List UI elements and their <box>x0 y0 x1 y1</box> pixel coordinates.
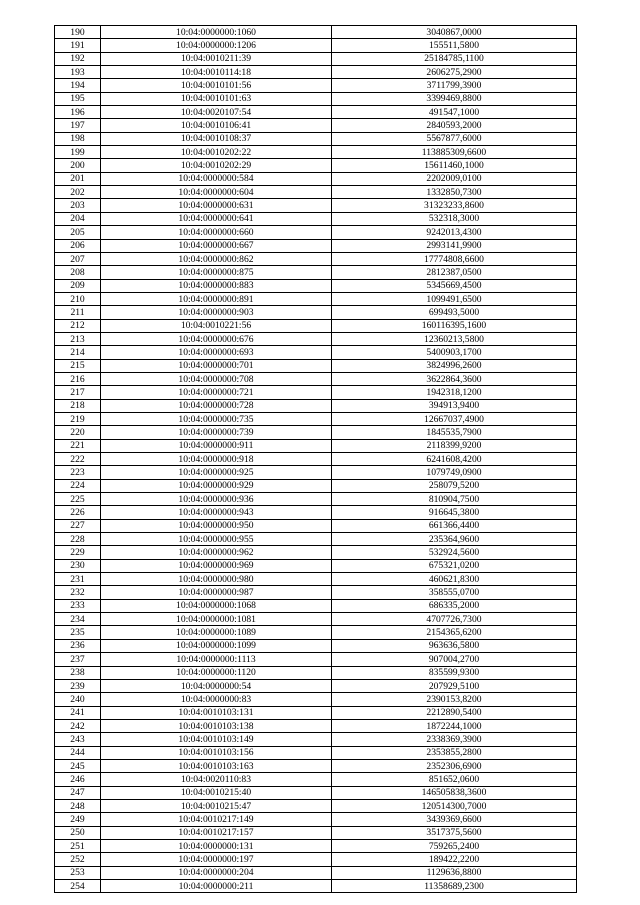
table-row <box>55 186 577 199</box>
cadastral-number-cell: 10:04:0010202:22 <box>101 146 332 159</box>
cadastral-number-cell: 10:04:0000000:903 <box>101 306 332 319</box>
value-cell: 2154365,6200 <box>332 626 577 639</box>
table-row <box>55 372 577 385</box>
value-cell: 2118399,9200 <box>332 439 577 452</box>
table-row <box>55 786 577 799</box>
cadastral-number-cell: 10:04:0000000:739 <box>101 426 332 439</box>
row-number-cell: 207 <box>55 252 101 265</box>
table-row <box>55 746 577 759</box>
value-cell: 1942318,1200 <box>332 386 577 399</box>
table-row <box>55 506 577 519</box>
value-cell: 810904,7500 <box>332 493 577 506</box>
row-number-cell: 200 <box>55 159 101 172</box>
value-cell: 2352306,6900 <box>332 759 577 772</box>
table-row <box>55 292 577 305</box>
value-cell: 686335,2000 <box>332 599 577 612</box>
table-row <box>55 239 577 252</box>
row-number-cell: 249 <box>55 813 101 826</box>
row-number-cell: 223 <box>55 466 101 479</box>
cadastral-number-cell: 10:04:0000000:1099 <box>101 639 332 652</box>
row-number-cell: 213 <box>55 332 101 345</box>
row-number-cell: 248 <box>55 799 101 812</box>
table-row <box>55 733 577 746</box>
value-cell: 15611460,1000 <box>332 159 577 172</box>
table-row <box>55 52 577 65</box>
table-row <box>55 719 577 732</box>
row-number-cell: 231 <box>55 573 101 586</box>
row-number-cell: 190 <box>55 26 101 39</box>
row-number-cell: 218 <box>55 399 101 412</box>
cadastral-number-cell: 10:04:0010215:47 <box>101 799 332 812</box>
table-row <box>55 266 577 279</box>
value-cell: 1099491,6500 <box>332 292 577 305</box>
value-cell: 907004,2700 <box>332 653 577 666</box>
value-cell: 11358689,2300 <box>332 880 577 893</box>
table-row <box>55 839 577 852</box>
row-number-cell: 195 <box>55 92 101 105</box>
table-row <box>55 706 577 719</box>
table-row <box>55 146 577 159</box>
cadastral-number-cell: 10:04:0010217:157 <box>101 826 332 839</box>
row-number-cell: 252 <box>55 853 101 866</box>
table-row <box>55 759 577 772</box>
row-number-cell: 220 <box>55 426 101 439</box>
table-row <box>55 693 577 706</box>
row-number-cell: 225 <box>55 493 101 506</box>
row-number-cell: 193 <box>55 66 101 79</box>
row-number-cell: 228 <box>55 533 101 546</box>
row-number-cell: 192 <box>55 52 101 65</box>
row-number-cell: 244 <box>55 746 101 759</box>
cadastral-number-cell: 10:04:0010103:156 <box>101 746 332 759</box>
row-number-cell: 191 <box>55 39 101 52</box>
row-number-cell: 214 <box>55 346 101 359</box>
table-row <box>55 533 577 546</box>
value-cell: 532924,5600 <box>332 546 577 559</box>
cadastral-number-cell: 10:04:0000000:862 <box>101 252 332 265</box>
table-row <box>55 426 577 439</box>
value-cell: 3711799,3900 <box>332 79 577 92</box>
value-cell: 207929,5100 <box>332 679 577 692</box>
value-cell: 235364,9600 <box>332 533 577 546</box>
table-row <box>55 226 577 239</box>
table-row <box>55 79 577 92</box>
row-number-cell: 222 <box>55 453 101 466</box>
value-cell: 1079749,0900 <box>332 466 577 479</box>
value-cell: 6241608,4200 <box>332 453 577 466</box>
table-row <box>55 613 577 626</box>
row-number-cell: 243 <box>55 733 101 746</box>
value-cell: 146505838,3600 <box>332 786 577 799</box>
cadastral-number-cell: 10:04:0000000:925 <box>101 466 332 479</box>
cadastral-number-cell: 10:04:0000000:131 <box>101 839 332 852</box>
row-number-cell: 227 <box>55 519 101 532</box>
cadastral-number-cell: 10:04:0000000:936 <box>101 493 332 506</box>
cadastral-number-cell: 10:04:0000000:54 <box>101 679 332 692</box>
row-number-cell: 251 <box>55 839 101 852</box>
value-cell: 5345669,4500 <box>332 279 577 292</box>
cadastral-number-cell: 10:04:0000000:950 <box>101 519 332 532</box>
row-number-cell: 236 <box>55 639 101 652</box>
table-row <box>55 66 577 79</box>
row-number-cell: 233 <box>55 599 101 612</box>
cadastral-number-cell: 10:04:0000000:728 <box>101 399 332 412</box>
value-cell: 1332850,7300 <box>332 186 577 199</box>
table-row <box>55 466 577 479</box>
row-number-cell: 210 <box>55 292 101 305</box>
table-row <box>55 212 577 225</box>
cadastral-number-cell: 10:04:0000000:721 <box>101 386 332 399</box>
row-number-cell: 212 <box>55 319 101 332</box>
row-number-cell: 217 <box>55 386 101 399</box>
cadastral-number-cell: 10:04:0000000:604 <box>101 186 332 199</box>
cadastral-number-cell: 10:04:0010103:149 <box>101 733 332 746</box>
row-number-cell: 215 <box>55 359 101 372</box>
cadastral-number-cell: 10:04:0000000:955 <box>101 533 332 546</box>
table-row <box>55 306 577 319</box>
table-row <box>55 132 577 145</box>
table-row <box>55 159 577 172</box>
row-number-cell: 232 <box>55 586 101 599</box>
value-cell: 835599,9300 <box>332 666 577 679</box>
cadastral-number-cell: 10:04:0000000:987 <box>101 586 332 599</box>
table-row <box>55 773 577 786</box>
cadastral-number-cell: 10:04:0000000:883 <box>101 279 332 292</box>
cadastral-number-cell: 10:04:0000000:735 <box>101 412 332 425</box>
row-number-cell: 241 <box>55 706 101 719</box>
row-number-cell: 206 <box>55 239 101 252</box>
value-cell: 3439369,6600 <box>332 813 577 826</box>
cadastral-number-cell: 10:04:0000000:631 <box>101 199 332 212</box>
row-number-cell: 234 <box>55 613 101 626</box>
value-cell: 258079,5200 <box>332 479 577 492</box>
cadastral-number-cell: 10:04:0010101:63 <box>101 92 332 105</box>
value-cell: 2606275,2900 <box>332 66 577 79</box>
row-number-cell: 205 <box>55 226 101 239</box>
row-number-cell: 216 <box>55 372 101 385</box>
value-cell: 120514300,7000 <box>332 799 577 812</box>
value-cell: 160116395,1600 <box>332 319 577 332</box>
table-row <box>55 332 577 345</box>
row-number-cell: 209 <box>55 279 101 292</box>
value-cell: 2390153,8200 <box>332 693 577 706</box>
table-row <box>55 599 577 612</box>
value-cell: 2338369,3900 <box>332 733 577 746</box>
cadastral-number-cell: 10:04:0000000:676 <box>101 332 332 345</box>
row-number-cell: 237 <box>55 653 101 666</box>
table-row <box>55 279 577 292</box>
table-row <box>55 573 577 586</box>
table-row <box>55 546 577 559</box>
value-cell: 963636,5800 <box>332 639 577 652</box>
row-number-cell: 254 <box>55 880 101 893</box>
cadastral-number-cell: 10:04:0000000:1089 <box>101 626 332 639</box>
value-cell: 2212890,5400 <box>332 706 577 719</box>
cadastral-number-cell: 10:04:0010114:18 <box>101 66 332 79</box>
table-row <box>55 813 577 826</box>
cadastral-number-cell: 10:04:0010217:149 <box>101 813 332 826</box>
table-row <box>55 439 577 452</box>
table-row <box>55 586 577 599</box>
value-cell: 532318,3000 <box>332 212 577 225</box>
cadastral-number-cell: 10:04:0010103:138 <box>101 719 332 732</box>
table-body <box>55 26 577 893</box>
cadastral-number-cell: 10:04:0010106:41 <box>101 119 332 132</box>
cadastral-number-cell: 10:04:0000000:708 <box>101 372 332 385</box>
table-row <box>55 799 577 812</box>
row-number-cell: 238 <box>55 666 101 679</box>
value-cell: 2993141,9900 <box>332 239 577 252</box>
table-row <box>55 880 577 893</box>
row-number-cell: 229 <box>55 546 101 559</box>
row-number-cell: 197 <box>55 119 101 132</box>
value-cell: 675321,0200 <box>332 559 577 572</box>
value-cell: 1845535,7900 <box>332 426 577 439</box>
table-row <box>55 453 577 466</box>
table-row <box>55 626 577 639</box>
value-cell: 31323233,8600 <box>332 199 577 212</box>
value-cell: 2812387,0500 <box>332 266 577 279</box>
row-number-cell: 239 <box>55 679 101 692</box>
value-cell: 3824996,2600 <box>332 359 577 372</box>
cadastral-number-cell: 10:04:0010108:37 <box>101 132 332 145</box>
table-row <box>55 639 577 652</box>
value-cell: 5567877,6000 <box>332 132 577 145</box>
table-row <box>55 412 577 425</box>
value-cell: 1129636,8800 <box>332 866 577 879</box>
cadastral-number-cell: 10:04:0000000:1206 <box>101 39 332 52</box>
cadastral-number-cell: 10:04:0000000:667 <box>101 239 332 252</box>
row-number-cell: 211 <box>55 306 101 319</box>
cadastral-number-cell: 10:04:0000000:969 <box>101 559 332 572</box>
table-row <box>55 493 577 506</box>
table-row <box>55 399 577 412</box>
table-row <box>55 666 577 679</box>
table-row <box>55 866 577 879</box>
cadastral-number-cell: 10:04:0010202:29 <box>101 159 332 172</box>
row-number-cell: 221 <box>55 439 101 452</box>
cadastral-number-cell: 10:04:0000000:1081 <box>101 613 332 626</box>
table-row <box>55 519 577 532</box>
value-cell: 25184785,1100 <box>332 52 577 65</box>
value-cell: 2353855,2800 <box>332 746 577 759</box>
value-cell: 3399469,8800 <box>332 92 577 105</box>
row-number-cell: 230 <box>55 559 101 572</box>
row-number-cell: 219 <box>55 412 101 425</box>
value-cell: 113885309,6600 <box>332 146 577 159</box>
cadastral-number-cell: 10:04:0000000:891 <box>101 292 332 305</box>
cadastral-number-cell: 10:04:0000000:641 <box>101 212 332 225</box>
value-cell: 851652,0600 <box>332 773 577 786</box>
cadastral-number-cell: 10:04:0010103:163 <box>101 759 332 772</box>
cadastral-number-cell: 10:04:0000000:962 <box>101 546 332 559</box>
value-cell: 12667037,4900 <box>332 412 577 425</box>
row-number-cell: 198 <box>55 132 101 145</box>
value-cell: 1872244,1000 <box>332 719 577 732</box>
row-number-cell: 204 <box>55 212 101 225</box>
row-number-cell: 235 <box>55 626 101 639</box>
value-cell: 3040867,0000 <box>332 26 577 39</box>
cadastral-number-cell: 10:04:0000000:660 <box>101 226 332 239</box>
table-row <box>55 853 577 866</box>
cadastral-number-cell: 10:04:0000000:1120 <box>101 666 332 679</box>
row-number-cell: 196 <box>55 106 101 119</box>
row-number-cell: 247 <box>55 786 101 799</box>
value-cell: 460621,8300 <box>332 573 577 586</box>
row-number-cell: 224 <box>55 479 101 492</box>
row-number-cell: 242 <box>55 719 101 732</box>
row-number-cell: 240 <box>55 693 101 706</box>
value-cell: 491547,1000 <box>332 106 577 119</box>
cadastral-number-cell: 10:04:0000000:83 <box>101 693 332 706</box>
table-row <box>55 39 577 52</box>
cadastral-number-cell: 10:04:0000000:584 <box>101 172 332 185</box>
cadastral-number-cell: 10:04:0010215:40 <box>101 786 332 799</box>
value-cell: 12360213,5800 <box>332 332 577 345</box>
value-cell: 4707726,7300 <box>332 613 577 626</box>
value-cell: 661366,4400 <box>332 519 577 532</box>
value-cell: 9242013,4300 <box>332 226 577 239</box>
table-row <box>55 319 577 332</box>
cadastral-number-cell: 10:04:0000000:980 <box>101 573 332 586</box>
cadastral-number-cell: 10:04:0000000:701 <box>101 359 332 372</box>
value-cell: 3517375,5600 <box>332 826 577 839</box>
value-cell: 394913,9400 <box>332 399 577 412</box>
cadastral-number-cell: 10:04:0000000:911 <box>101 439 332 452</box>
table-row <box>55 559 577 572</box>
value-cell: 699493,5000 <box>332 306 577 319</box>
cadastral-number-cell: 10:04:0000000:693 <box>101 346 332 359</box>
row-number-cell: 201 <box>55 172 101 185</box>
table-row <box>55 26 577 39</box>
table-row <box>55 679 577 692</box>
row-number-cell: 202 <box>55 186 101 199</box>
value-cell: 759265,2400 <box>332 839 577 852</box>
cadastral-number-cell: 10:04:0020107:54 <box>101 106 332 119</box>
table-row <box>55 172 577 185</box>
row-number-cell: 199 <box>55 146 101 159</box>
value-cell: 17774808,6600 <box>332 252 577 265</box>
value-cell: 3622864,3600 <box>332 372 577 385</box>
cadastral-number-cell: 10:04:0010103:131 <box>101 706 332 719</box>
row-number-cell: 208 <box>55 266 101 279</box>
cadastral-number-cell: 10:04:0000000:1060 <box>101 26 332 39</box>
cadastral-number-cell: 10:04:0010211:39 <box>101 52 332 65</box>
table-row <box>55 199 577 212</box>
cadastral-number-cell: 10:04:0000000:875 <box>101 266 332 279</box>
row-number-cell: 226 <box>55 506 101 519</box>
table-row <box>55 826 577 839</box>
value-cell: 155511,5800 <box>332 39 577 52</box>
row-number-cell: 246 <box>55 773 101 786</box>
cadastral-value-table <box>54 25 577 893</box>
table-row <box>55 386 577 399</box>
value-cell: 189422,2200 <box>332 853 577 866</box>
cadastral-number-cell: 10:04:0000000:918 <box>101 453 332 466</box>
value-cell: 5400903,1700 <box>332 346 577 359</box>
row-number-cell: 194 <box>55 79 101 92</box>
cadastral-number-cell: 10:04:0000000:204 <box>101 866 332 879</box>
cadastral-number-cell: 10:04:0000000:197 <box>101 853 332 866</box>
cadastral-number-cell: 10:04:0020110:83 <box>101 773 332 786</box>
table-row <box>55 359 577 372</box>
cadastral-number-cell: 10:04:0000000:1068 <box>101 599 332 612</box>
cadastral-number-cell: 10:04:0010101:56 <box>101 79 332 92</box>
row-number-cell: 250 <box>55 826 101 839</box>
cadastral-number-cell: 10:04:0010221:56 <box>101 319 332 332</box>
cadastral-number-cell: 10:04:0000000:929 <box>101 479 332 492</box>
table-row <box>55 346 577 359</box>
table-row <box>55 479 577 492</box>
value-cell: 916645,3800 <box>332 506 577 519</box>
value-cell: 2202009,0100 <box>332 172 577 185</box>
value-cell: 2840593,2000 <box>332 119 577 132</box>
table-row <box>55 119 577 132</box>
cadastral-number-cell: 10:04:0000000:211 <box>101 880 332 893</box>
cadastral-number-cell: 10:04:0000000:943 <box>101 506 332 519</box>
table-row <box>55 653 577 666</box>
value-cell: 358555,0700 <box>332 586 577 599</box>
table-row <box>55 252 577 265</box>
table-row <box>55 92 577 105</box>
row-number-cell: 253 <box>55 866 101 879</box>
cadastral-number-cell: 10:04:0000000:1113 <box>101 653 332 666</box>
table-row <box>55 106 577 119</box>
row-number-cell: 203 <box>55 199 101 212</box>
row-number-cell: 245 <box>55 759 101 772</box>
